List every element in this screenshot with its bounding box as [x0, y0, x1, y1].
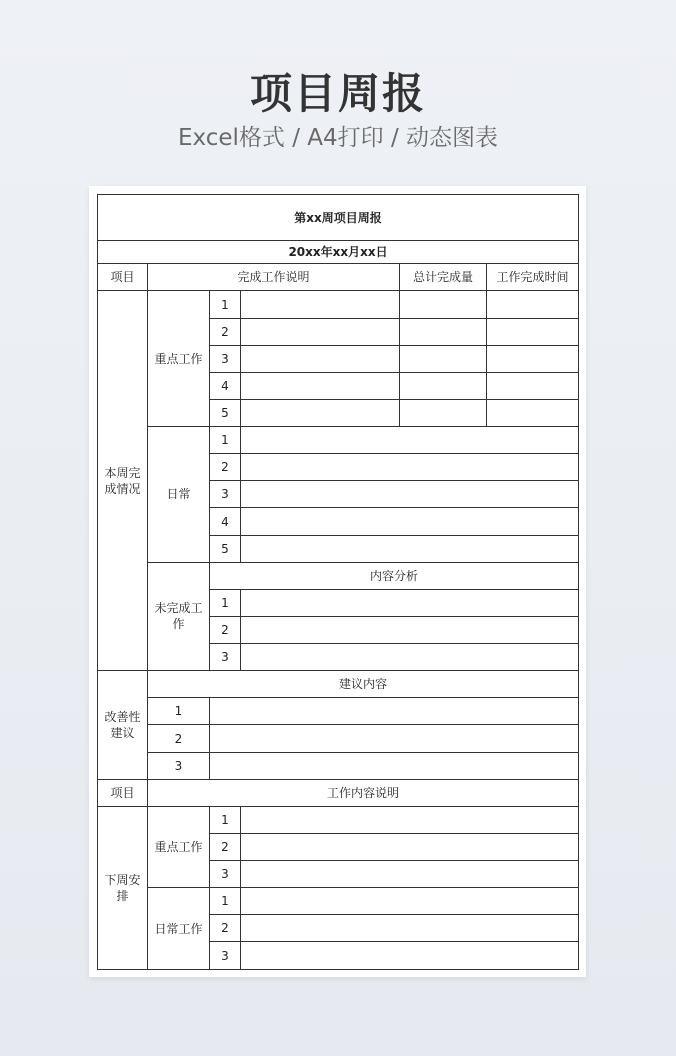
- row-number: 2: [210, 616, 241, 643]
- section-label-improvement-text: 改善性 建议: [104, 709, 141, 740]
- section-label-this-week: [98, 291, 148, 671]
- description-cell[interactable]: [241, 345, 400, 372]
- suggestion-cell[interactable]: [210, 698, 579, 725]
- time-cell[interactable]: [487, 291, 579, 318]
- row-number: 3: [210, 481, 241, 508]
- column-header-item-next: 项目: [98, 779, 148, 806]
- group-label-next-routine: 日常工作: [148, 888, 210, 970]
- content-cell[interactable]: [241, 616, 579, 643]
- row-number: 2: [210, 833, 241, 860]
- content-cell[interactable]: [241, 508, 579, 535]
- row-number: 4: [210, 508, 241, 535]
- row-number: 2: [210, 454, 241, 481]
- report-date: 20xx年xx月xx日: [98, 241, 579, 264]
- total-cell[interactable]: [400, 372, 487, 399]
- group-label-key-work: 重点工作: [148, 291, 210, 427]
- content-cell[interactable]: [241, 806, 579, 833]
- content-cell[interactable]: [241, 833, 579, 860]
- report-sheet: [89, 186, 586, 977]
- row-number: 1: [148, 698, 210, 725]
- group-label-unfinished: [148, 562, 210, 671]
- column-header-content-description: 工作内容说明: [148, 779, 579, 806]
- time-cell[interactable]: [487, 372, 579, 399]
- row-number: 3: [210, 861, 241, 888]
- row-number: 1: [210, 806, 241, 833]
- content-cell[interactable]: [241, 454, 579, 481]
- analysis-header: 内容分析: [210, 562, 579, 589]
- page-subtitle: Excel格式 / A4打印 / 动态图表: [177, 125, 499, 151]
- description-cell[interactable]: [241, 291, 400, 318]
- row-number: 5: [210, 399, 241, 426]
- group-label-routine: 日常: [148, 427, 210, 563]
- weekly-report-table: [97, 194, 579, 970]
- group-label-unfinished-text: 未完成工 作: [154, 601, 203, 632]
- time-cell[interactable]: [487, 345, 579, 372]
- time-cell[interactable]: [487, 318, 579, 345]
- row-number: 3: [210, 345, 241, 372]
- page-title: 项目周报: [249, 69, 426, 118]
- content-cell[interactable]: [241, 427, 579, 454]
- section-label-improvement: [98, 671, 148, 780]
- description-cell[interactable]: [241, 318, 400, 345]
- content-cell[interactable]: [241, 535, 579, 562]
- column-header-time: 工作完成时间: [487, 264, 579, 291]
- suggestion-cell[interactable]: [210, 725, 579, 752]
- row-number: 5: [210, 535, 241, 562]
- column-header-total: 总计完成量: [400, 264, 487, 291]
- description-cell[interactable]: [241, 399, 400, 426]
- time-cell[interactable]: [487, 399, 579, 426]
- column-header-description: 完成工作说明: [148, 264, 400, 291]
- total-cell[interactable]: [400, 318, 487, 345]
- row-number: 1: [210, 589, 241, 616]
- total-cell[interactable]: [400, 399, 487, 426]
- content-cell[interactable]: [241, 942, 579, 970]
- row-number: 2: [210, 915, 241, 942]
- row-number: 1: [210, 888, 241, 915]
- row-number: 2: [148, 725, 210, 752]
- content-cell[interactable]: [241, 861, 579, 888]
- column-header-item: 项目: [98, 264, 148, 291]
- row-number: 4: [210, 372, 241, 399]
- suggestion-cell[interactable]: [210, 752, 579, 779]
- total-cell[interactable]: [400, 291, 487, 318]
- row-number: 2: [210, 318, 241, 345]
- suggestion-header: 建议内容: [148, 671, 579, 698]
- content-cell[interactable]: [241, 589, 579, 616]
- report-title: 第xx周项目周报: [98, 195, 579, 241]
- row-number: 3: [210, 644, 241, 671]
- section-label-this-week-text: 本周完 成情况: [104, 465, 141, 496]
- row-number: 3: [148, 752, 210, 779]
- content-cell[interactable]: [241, 481, 579, 508]
- content-cell[interactable]: [241, 888, 579, 915]
- content-cell[interactable]: [241, 644, 579, 671]
- section-label-next-week-text: 下周安 排: [104, 872, 141, 903]
- section-label-next-week: [98, 806, 148, 969]
- group-label-next-key-work: 重点工作: [148, 806, 210, 887]
- row-number: 3: [210, 942, 241, 970]
- row-number: 1: [210, 291, 241, 318]
- total-cell[interactable]: [400, 345, 487, 372]
- row-number: 1: [210, 427, 241, 454]
- description-cell[interactable]: [241, 372, 400, 399]
- content-cell[interactable]: [241, 915, 579, 942]
